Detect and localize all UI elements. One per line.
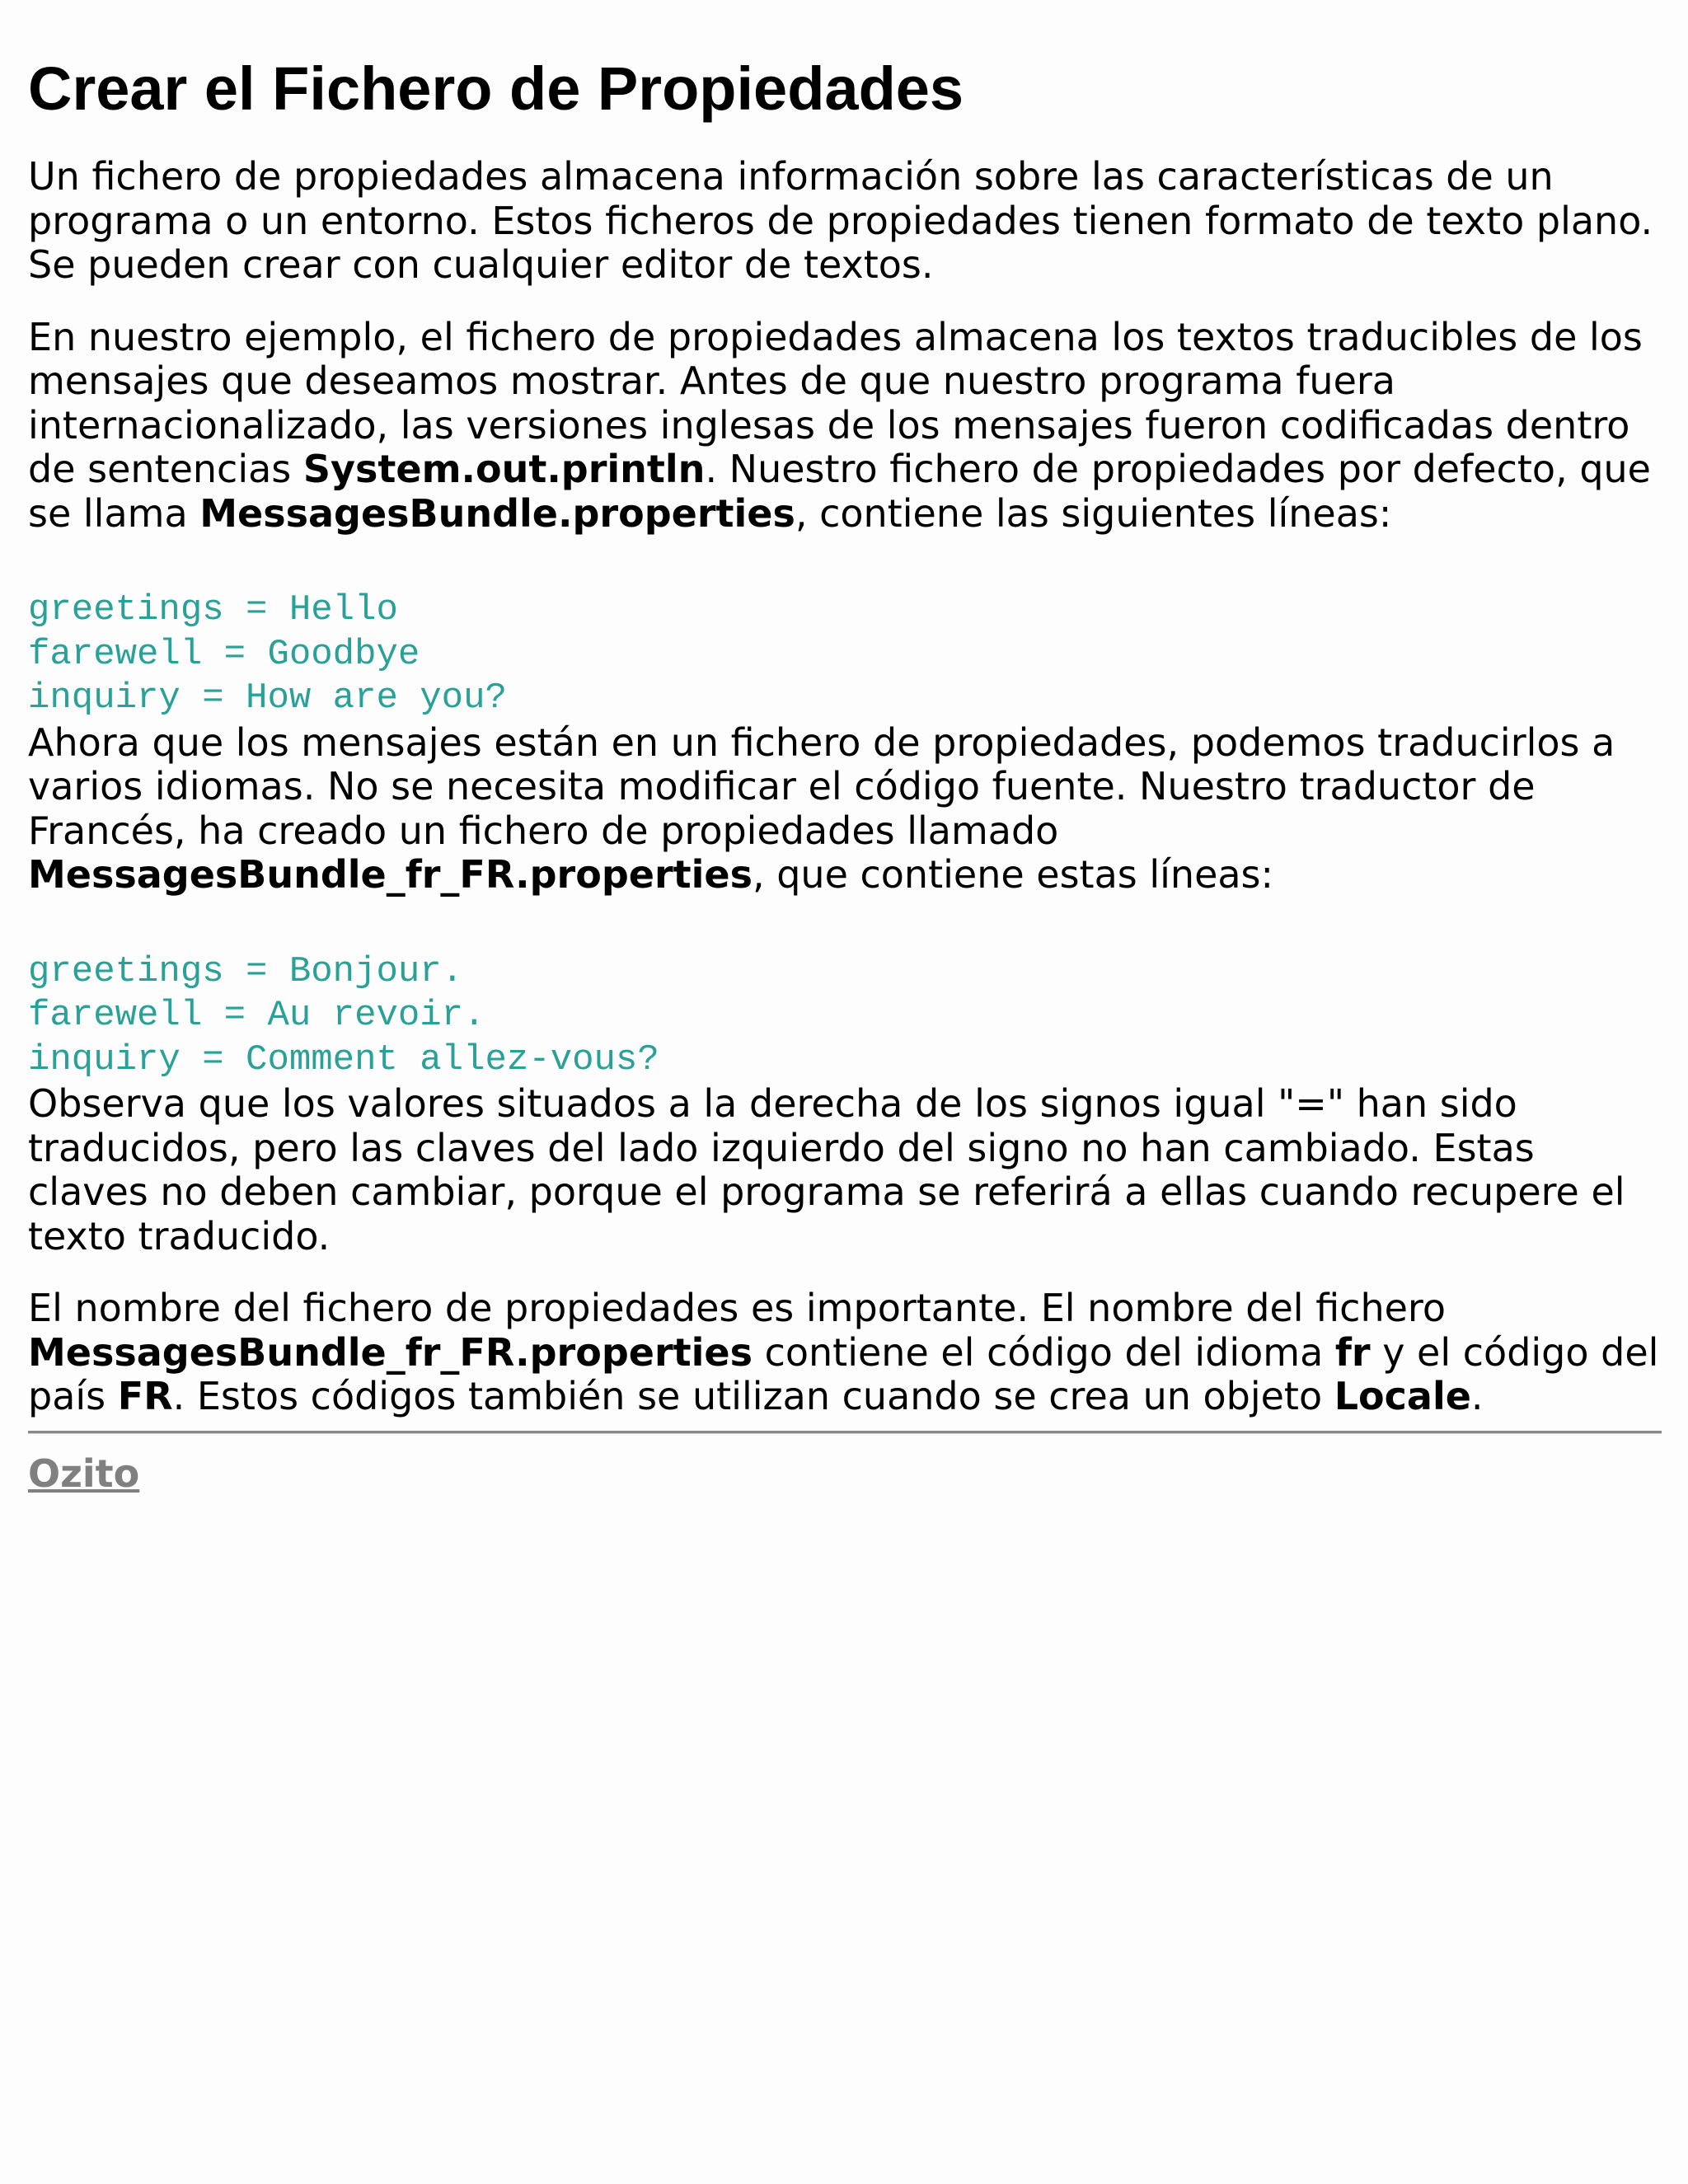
page-title: Crear el Fichero de Propiedades [28,54,964,123]
text-run: . [1470,1374,1484,1418]
code-block-french [28,950,1662,1083]
bold-language-code: fr [1334,1329,1371,1375]
text-run: . Estos códigos también se utilizan cuando se crea un objeto [172,1374,1334,1418]
bold-country-code: FR [117,1374,173,1418]
code-line: inquiry = Comment allez-vous? [28,1038,659,1080]
bold-french-filename: MessagesBundle_fr_FR.properties [28,852,753,897]
bold-french-filename: MessagesBundle_fr_FR.properties [28,1329,753,1375]
text-run: , contiene las siguientes líneas: [795,490,1392,536]
code-line: farewell = Au revoir. [28,995,485,1036]
intro-paragraph: Un fichero de propiedades almacena información sobre las características de un programa o un entorno. Estos ficheros de propiedades tienen formato de texto plano. Se pueden crear con cualquier editor de textos. [28,154,1653,287]
example-paragraph [28,316,1662,537]
translation-paragraph [28,721,1662,898]
code-line: greetings = Bonjour. [28,950,464,992]
code-line: inquiry = How are you? [28,677,507,719]
text-run: , que contiene estas líneas: [752,852,1274,897]
bold-default-filename: MessagesBundle.properties [199,490,795,536]
keys-paragraph: Observa que los valores situados a la derecha de los signos igual "=" han sido traducidos, pero las claves del lado izquierdo del signo no han cambiado. Estas claves no deben cambiar, porque el programa se referirá a ellas cuando recupere el texto traducido. [28,1081,1625,1258]
bold-locale: Locale [1334,1374,1471,1418]
text-run: Ahora que los mensajes están en un fichero de propiedades, podemos traducirlos a varios idiomas. No se necesita modificar el código fuente. Nuestro traductor de Francés, ha creado un fichero de propiedades llamado [28,719,1615,853]
text-run: El nombre del fichero de propiedades es importante. El nombre del fichero [28,1286,1446,1330]
horizontal-divider [28,1431,1662,1434]
ozito-link[interactable]: Ozito [28,1451,140,1496]
code-line: greetings = Hello [28,589,398,630]
code-block-default [28,588,1662,721]
text-run: contiene el código del idioma [752,1329,1335,1375]
document-page [28,0,1662,1496]
text-run: y el código del país [28,1329,1659,1418]
text-run: . Nuestro fichero de propiedades por defecto, que se llama [28,447,1651,536]
bold-println: System.out.println [302,447,706,491]
filename-paragraph [28,1286,1662,1419]
text-run: En nuestro ejemplo, el fichero de propiedades almacena los textos traducibles de los mensajes que deseamos mostrar. Antes de que nuestro programa fuera internacionalizado, las versiones inglesas de los mensajes fueron codificadas dentro de sentencias [28,314,1643,491]
code-line: farewell = Goodbye [28,633,420,675]
